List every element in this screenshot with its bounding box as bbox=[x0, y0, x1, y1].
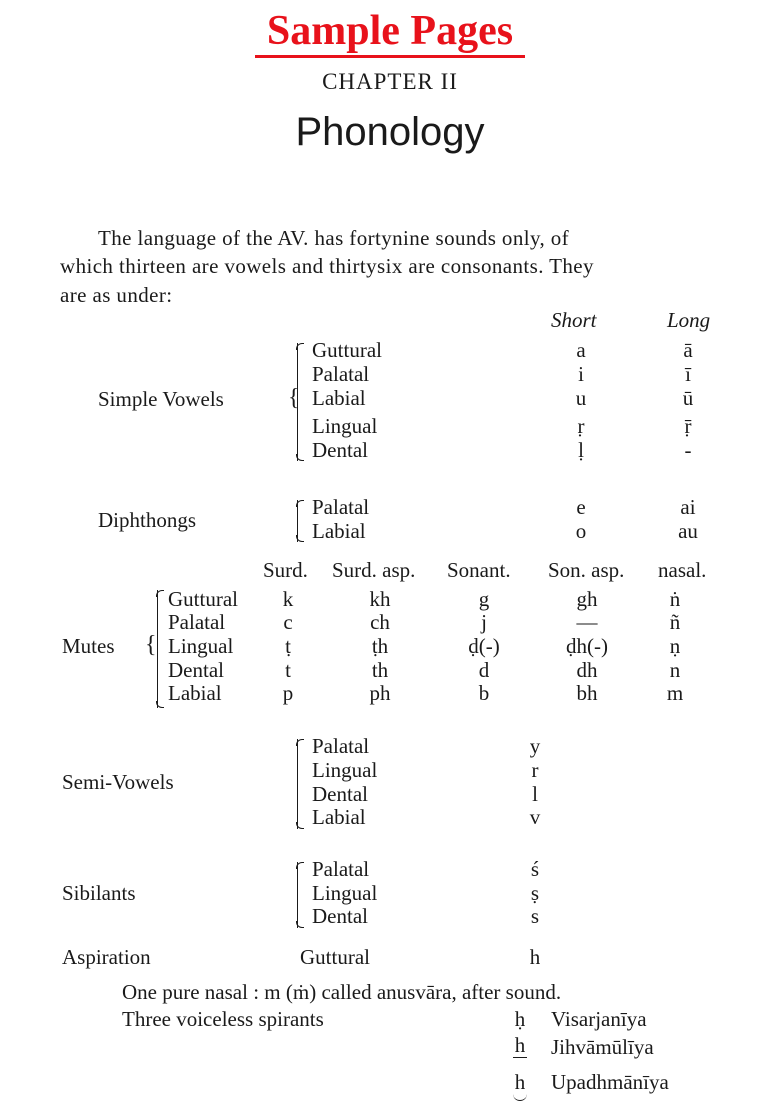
mute-cell: ch bbox=[370, 610, 390, 634]
mute-place: Guttural bbox=[168, 587, 238, 611]
diphthong-short: e bbox=[576, 495, 586, 519]
diphthong-place: Palatal bbox=[312, 495, 370, 519]
simple-vowels-brace-tip: { bbox=[288, 385, 300, 411]
sibilants-label: Sibilants bbox=[62, 881, 136, 905]
intro-line-1: The language of the AV. has fortynine sounds only, of bbox=[98, 226, 570, 250]
simple-vowel-place: Lingual bbox=[312, 414, 378, 438]
mutes-header: Surd. bbox=[263, 558, 308, 582]
spirant-sound: ḥ bbox=[514, 1007, 526, 1031]
semi-vowel-place: Palatal bbox=[312, 734, 370, 758]
short-vowel: i bbox=[578, 362, 584, 386]
mute-cell: ph bbox=[369, 681, 391, 705]
mute-cell: p bbox=[282, 681, 294, 705]
mute-cell: ṅ bbox=[669, 587, 681, 611]
long-vowel: ī bbox=[685, 362, 691, 386]
mutes-header: Son. asp. bbox=[548, 558, 625, 582]
semi-vowel-place: Labial bbox=[312, 805, 366, 829]
semi-vowel-sound: v bbox=[529, 805, 541, 829]
spirant-name: Visarjanīya bbox=[551, 1007, 647, 1031]
mute-cell: c bbox=[283, 610, 293, 634]
mute-cell: dh bbox=[576, 658, 598, 682]
mute-place: Labial bbox=[168, 681, 222, 705]
mute-cell: m bbox=[666, 681, 684, 705]
mute-cell: ḍ(-) bbox=[468, 634, 500, 658]
spirant-name: Upadhmānīya bbox=[551, 1070, 669, 1094]
long-vowel: ṝ bbox=[684, 414, 692, 438]
simple-vowel-place: Dental bbox=[312, 438, 368, 462]
intro-line-2: which thirteen are vowels and thirtysix are consonants. They bbox=[60, 254, 594, 278]
diphthong-short: o bbox=[575, 519, 587, 543]
diphthong-place: Labial bbox=[312, 519, 366, 543]
mute-place: Dental bbox=[168, 658, 224, 682]
spirants-label: Three voiceless spirants bbox=[122, 1007, 324, 1031]
intro-line-3: are as under: bbox=[60, 283, 173, 307]
mutes-brace-tip: { bbox=[145, 632, 157, 658]
sibilant-place: Lingual bbox=[312, 881, 378, 905]
mute-cell: gh bbox=[576, 587, 598, 611]
mute-cell: n bbox=[669, 658, 681, 682]
chapter-heading: CHAPTER II bbox=[322, 69, 458, 94]
semi-vowel-place: Dental bbox=[312, 782, 368, 806]
short-header: Short bbox=[551, 308, 597, 332]
mute-place: Lingual bbox=[168, 634, 234, 658]
long-header: Long bbox=[667, 308, 711, 332]
semi-vowel-place: Lingual bbox=[312, 758, 378, 782]
jihvamuliya-underline bbox=[513, 1057, 527, 1058]
mute-cell: ḍh(-) bbox=[566, 634, 608, 658]
aspiration-place: Guttural bbox=[300, 945, 370, 969]
sibilants-brace bbox=[297, 862, 298, 928]
mute-cell: ṭh bbox=[371, 634, 389, 658]
sibilant-sound: ṣ bbox=[530, 881, 540, 905]
mute-cell: — bbox=[576, 610, 598, 634]
mute-cell: bh bbox=[576, 681, 598, 705]
semi-vowel-sound: l bbox=[532, 782, 538, 806]
spirant-sound: h bbox=[514, 1033, 526, 1057]
semi-vowel-sound: y bbox=[529, 734, 541, 758]
sibilant-place: Palatal bbox=[312, 857, 370, 881]
mute-cell: ñ bbox=[669, 610, 681, 634]
spirant-sound: h bbox=[514, 1070, 526, 1094]
aspiration-sound: h bbox=[529, 945, 541, 969]
diphthong-long: ai bbox=[680, 495, 696, 519]
nasal-note: One pure nasal : m (ṁ) called anusvāra, after sound. bbox=[122, 980, 562, 1004]
spirant-name: Jihvāmūlīya bbox=[551, 1035, 654, 1059]
mute-cell: k bbox=[282, 587, 294, 611]
short-vowel: a bbox=[576, 338, 586, 362]
short-vowel: ḷ bbox=[578, 438, 584, 462]
sibilant-sound: ś bbox=[530, 857, 540, 881]
sibilant-sound: s bbox=[530, 904, 540, 928]
mutes-label: Mutes bbox=[62, 634, 115, 658]
mute-cell: ṭ bbox=[285, 634, 291, 658]
mutes-header: nasal. bbox=[658, 558, 707, 582]
semi-vowel-sound: r bbox=[531, 758, 539, 782]
semi-vowels-brace bbox=[297, 739, 298, 829]
mute-cell: ṇ bbox=[669, 634, 681, 658]
upadhmaniya-breve-mark bbox=[513, 1093, 527, 1101]
short-vowel: u bbox=[575, 386, 587, 410]
mute-cell: g bbox=[478, 587, 490, 611]
mutes-header: Surd. asp. bbox=[332, 558, 416, 582]
mute-cell: kh bbox=[369, 587, 391, 611]
diphthongs-label: Diphthongs bbox=[98, 508, 197, 532]
simple-vowels-label: Simple Vowels bbox=[98, 387, 224, 411]
banner-underline bbox=[255, 55, 525, 58]
mute-cell: d bbox=[478, 658, 490, 682]
semi-vowels-label: Semi-Vowels bbox=[62, 770, 174, 794]
long-vowel: - bbox=[684, 438, 692, 462]
mutes-header: Sonant. bbox=[447, 558, 511, 582]
sample-pages-banner: Sample Pages bbox=[266, 8, 514, 54]
long-vowel: ū bbox=[682, 386, 694, 410]
mute-cell: th bbox=[371, 658, 389, 682]
aspiration-label: Aspiration bbox=[62, 945, 151, 969]
long-vowel: ā bbox=[683, 338, 693, 362]
page-title: Phonology bbox=[295, 110, 485, 154]
sibilant-place: Dental bbox=[312, 904, 368, 928]
simple-vowel-place: Labial bbox=[312, 386, 366, 410]
mutes-brace bbox=[157, 590, 158, 708]
mute-place: Palatal bbox=[168, 610, 226, 634]
simple-vowel-place: Palatal bbox=[312, 362, 370, 386]
diphthong-long: au bbox=[678, 519, 698, 543]
short-vowel: ṛ bbox=[577, 414, 585, 438]
diphthongs-brace bbox=[297, 500, 298, 542]
mute-cell: b bbox=[478, 681, 490, 705]
mute-cell: t bbox=[285, 658, 291, 682]
simple-vowel-place: Guttural bbox=[312, 338, 382, 362]
mute-cell: j bbox=[481, 610, 487, 634]
